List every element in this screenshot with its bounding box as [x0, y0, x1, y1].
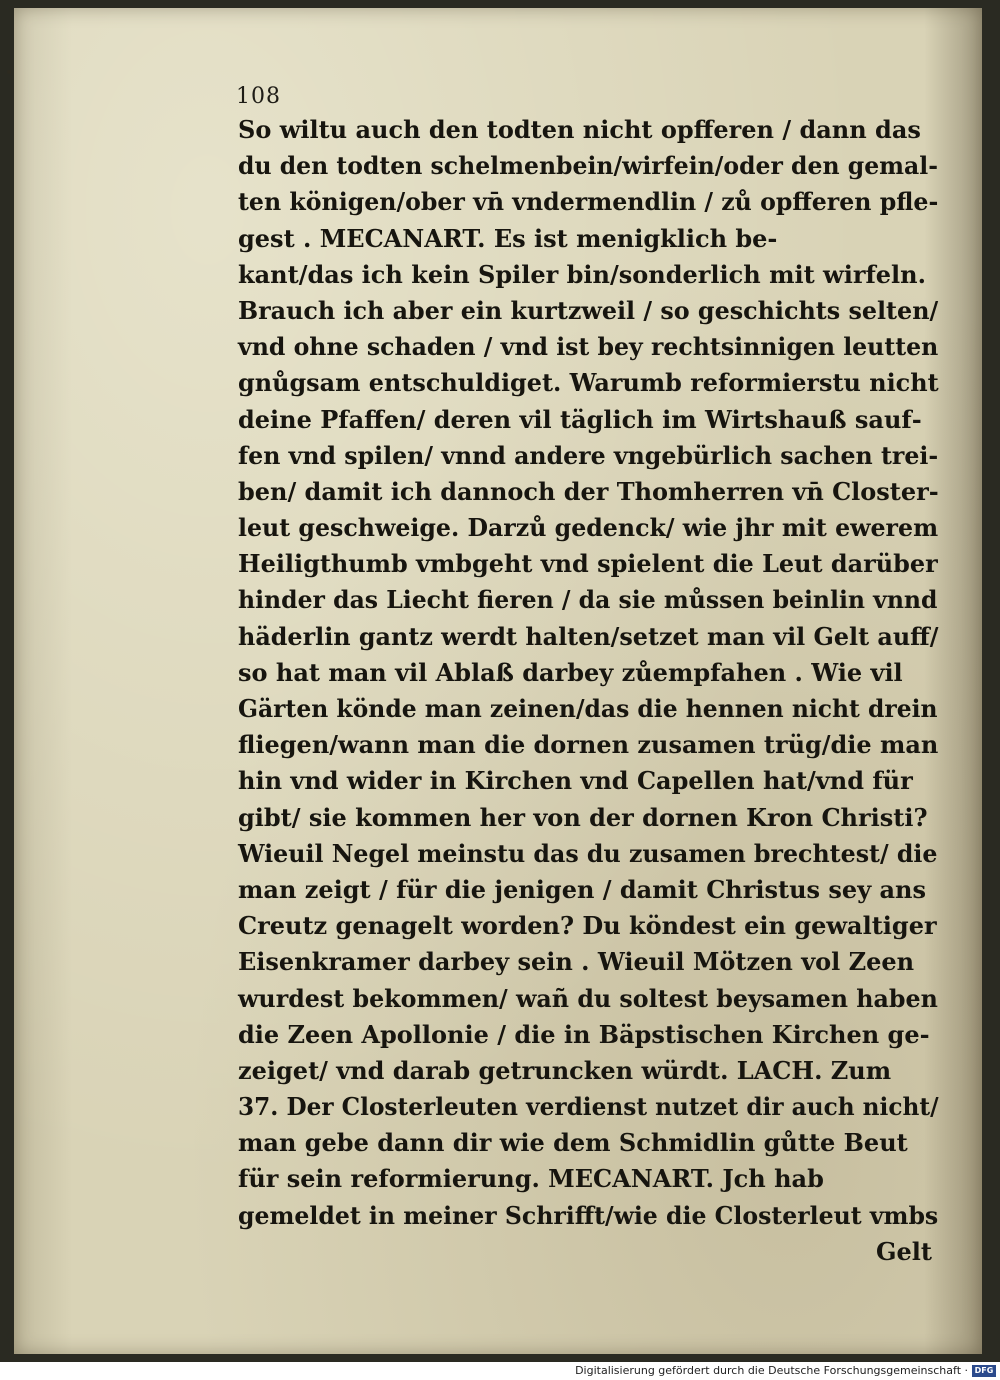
text-line: gemeldet in meiner Schrifft/wie die Closterleut vmbs — [238, 1200, 939, 1230]
text-line: gest . MECANART. Es ist menigklich be‑ — [238, 223, 778, 253]
footer — [0, 1362, 1000, 1380]
text-line: gnůgsam entschuldiget. Warumb reformierstu nicht — [238, 368, 939, 398]
text-line: kant/das ich kein Spiler bin/sonderlich mit wirfeln. — [238, 259, 926, 289]
page-text — [238, 112, 938, 1270]
margin-dot — [7, 70, 11, 74]
dfg-logo: DFG — [972, 1365, 996, 1377]
text-line: zeiget/ vnd darab getruncken würdt. LACH. Zum — [238, 1055, 892, 1085]
text-line: man zeigt / für die jenigen / damit Christus sey ans — [238, 874, 927, 904]
text-line: deine Pfaffen/ deren vil täglich im Wirtshauß sauf‑ — [238, 404, 922, 434]
text-line: wurdest bekommen/ wañ du soltest beysamen haben — [238, 983, 938, 1013]
page-number: 108 — [236, 84, 281, 109]
text-line: Brauch ich aber ein kurtzweil / so geschichts selten/ — [238, 295, 939, 325]
text-line: fliegen/wann man die dornen zusamen trüg/die man — [238, 730, 939, 760]
text-line: hin vnd wider in Kirchen vnd Capellen hat/vnd für — [238, 766, 913, 796]
text-line: du den todten schelmenbein/wirfein/oder den gemal‑ — [238, 151, 938, 181]
text-line: für sein reformierung. MECANART. Jch hab — [238, 1164, 824, 1194]
text-line: 37. Der Closterleuten verdienst nutzet dir auch nicht/ — [238, 1092, 939, 1122]
text-line: hinder das Liecht fieren / da sie můssen beinlin vnnd — [238, 585, 938, 615]
text-line: so hat man vil Ablaß darbey zůempfahen . Wie vil — [238, 657, 903, 687]
text-line: häderlin gantz werdt halten/setzet man vil Gelt auff/ — [238, 621, 939, 651]
text-line: Gärten könde man zeinen/das die hennen nicht drein — [238, 694, 938, 723]
text-line: Wieuil Negel meinstu das du zusamen brechtest/ die — [238, 838, 938, 868]
text-line: leut geschweige. Darzů gedenck/ wie jhr mit ewerem — [238, 513, 939, 543]
text-line: vnd ohne schaden / vnd ist bey rechtsinnigen leutten — [238, 332, 939, 362]
text-line: So wiltu auch den todten nicht opfferen / dann das — [238, 115, 921, 144]
text-line: ben/ damit ich dannoch der Thomherren vn̄ Closter‑ — [238, 476, 939, 506]
text-line: fen vnd spilen/ vnnd andere vngebürlich sachen trei‑ — [238, 440, 939, 470]
text-line: gibt/ sie kommen her von der dornen Kron Christi? — [238, 802, 928, 832]
text-line: Creutz genagelt worden? Du köndest ein gewaltiger — [238, 911, 937, 941]
text-line: Eisenkramer darbey sein . Wieuil Mötzen vol Zeen — [238, 947, 915, 977]
text-line: Heiligthumb vmbgeht vnd spielent die Leut darüber — [238, 549, 938, 579]
catchword: Gelt — [876, 1236, 932, 1266]
text-line: die Zeen Apollonie / die in Bäpstischen Kirchen ge‑ — [238, 1019, 930, 1049]
funding-notice: Digitalisierung gefördert durch die Deutsche Forschungsgemeinschaft · — [575, 1364, 968, 1377]
text-line: ten königen/ober vn̄ vndermendlin / zů opfferen pfle‑ — [238, 187, 939, 217]
text-line: man gebe dann dir wie dem Schmidlin gůtte Beut — [238, 1128, 908, 1158]
